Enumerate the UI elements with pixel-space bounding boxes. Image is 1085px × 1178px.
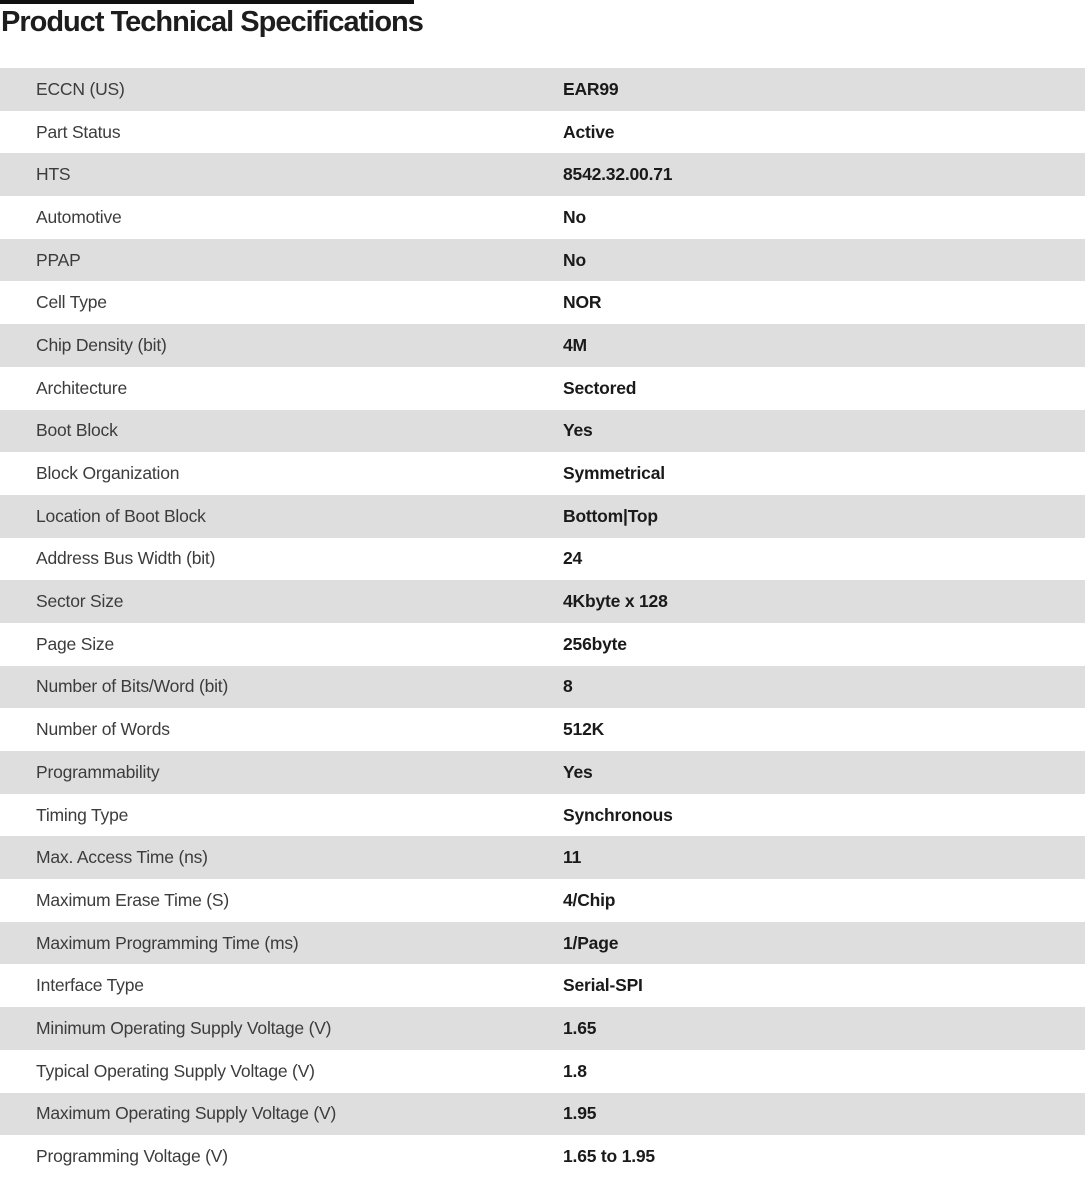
spec-value: Bottom|Top bbox=[563, 505, 658, 526]
spec-label: Timing Type bbox=[36, 804, 129, 825]
spec-label: Location of Boot Block bbox=[36, 505, 206, 526]
page-title: Product Technical Specifications bbox=[1, 6, 423, 38]
spec-label: Automotive bbox=[36, 206, 122, 227]
spec-label: Sector Size bbox=[36, 591, 124, 612]
spec-value: 4Kbyte x 128 bbox=[563, 591, 668, 612]
spec-row bbox=[0, 708, 1085, 751]
spec-value: NOR bbox=[563, 292, 602, 313]
spec-row bbox=[0, 239, 1085, 282]
spec-label: Max. Access Time (ns) bbox=[36, 847, 208, 868]
spec-value: 4/Chip bbox=[563, 889, 616, 910]
spec-row bbox=[0, 367, 1085, 410]
spec-label: Block Organization bbox=[36, 463, 180, 484]
spec-label: Number of Bits/Word (bit) bbox=[36, 676, 229, 697]
spec-label: HTS bbox=[36, 164, 71, 185]
spec-row bbox=[0, 794, 1085, 837]
spec-value: 1/Page bbox=[563, 932, 619, 953]
spec-label: Chip Density (bit) bbox=[36, 334, 167, 355]
spec-value: Sectored bbox=[563, 377, 637, 398]
spec-row bbox=[0, 452, 1085, 495]
spec-label: Number of Words bbox=[36, 719, 170, 740]
spec-label: Maximum Erase Time (S) bbox=[36, 889, 229, 910]
spec-row bbox=[0, 1135, 1085, 1178]
spec-label: Address Bus Width (bit) bbox=[36, 548, 216, 569]
spec-row bbox=[0, 196, 1085, 239]
spec-label: Boot Block bbox=[36, 420, 118, 441]
spec-row bbox=[0, 153, 1085, 196]
spec-value: 8 bbox=[563, 676, 573, 697]
spec-value: No bbox=[563, 249, 586, 270]
spec-value: 256byte bbox=[563, 633, 627, 654]
spec-row bbox=[0, 666, 1085, 709]
spec-label: Interface Type bbox=[36, 975, 144, 996]
spec-label: Typical Operating Supply Voltage (V) bbox=[36, 1060, 315, 1081]
spec-row bbox=[0, 1007, 1085, 1050]
spec-value: Yes bbox=[563, 761, 593, 782]
spec-value: Symmetrical bbox=[563, 463, 665, 484]
spec-value: 1.65 bbox=[563, 1017, 597, 1038]
spec-label: Programmability bbox=[36, 761, 160, 782]
spec-row bbox=[0, 111, 1085, 154]
spec-row bbox=[0, 538, 1085, 581]
spec-row bbox=[0, 580, 1085, 623]
spec-value: 11 bbox=[563, 847, 582, 868]
spec-row bbox=[0, 281, 1085, 324]
spec-row bbox=[0, 964, 1085, 1007]
spec-label: PPAP bbox=[36, 249, 81, 270]
spec-row bbox=[0, 922, 1085, 965]
spec-row bbox=[0, 68, 1085, 111]
spec-value: 8542.32.00.71 bbox=[563, 164, 673, 185]
spec-label: Maximum Operating Supply Voltage (V) bbox=[36, 1103, 337, 1124]
spec-value: 1.8 bbox=[563, 1060, 587, 1081]
spec-label: ECCN (US) bbox=[36, 78, 125, 99]
spec-value: 1.95 bbox=[563, 1103, 597, 1124]
spec-row bbox=[0, 324, 1085, 367]
spec-label: Part Status bbox=[36, 121, 121, 142]
spec-label: Cell Type bbox=[36, 292, 107, 313]
spec-value: 1.65 to 1.95 bbox=[563, 1146, 655, 1167]
spec-label: Page Size bbox=[36, 633, 114, 654]
spec-row bbox=[0, 495, 1085, 538]
spec-value: Yes bbox=[563, 420, 593, 441]
spec-value: 24 bbox=[563, 548, 583, 569]
spec-row bbox=[0, 1050, 1085, 1093]
spec-row bbox=[0, 410, 1085, 453]
spec-value: EAR99 bbox=[563, 78, 619, 99]
spec-row bbox=[0, 1093, 1085, 1136]
spec-value: Active bbox=[563, 121, 615, 142]
spec-row bbox=[0, 623, 1085, 666]
spec-row bbox=[0, 751, 1085, 794]
spec-row bbox=[0, 879, 1085, 922]
spec-label: Minimum Operating Supply Voltage (V) bbox=[36, 1017, 332, 1038]
spec-label: Maximum Programming Time (ms) bbox=[36, 932, 299, 953]
spec-value: Serial-SPI bbox=[563, 975, 643, 996]
spec-value: 512K bbox=[563, 719, 605, 740]
spec-row bbox=[0, 836, 1085, 879]
spec-label: Programming Voltage (V) bbox=[36, 1146, 228, 1167]
spec-value: No bbox=[563, 206, 586, 227]
spec-value: 4M bbox=[563, 334, 587, 355]
spec-label: Architecture bbox=[36, 377, 127, 398]
clipped-heading-bar bbox=[0, 0, 414, 4]
spec-value: Synchronous bbox=[563, 804, 673, 825]
spec-table bbox=[0, 68, 1085, 1178]
